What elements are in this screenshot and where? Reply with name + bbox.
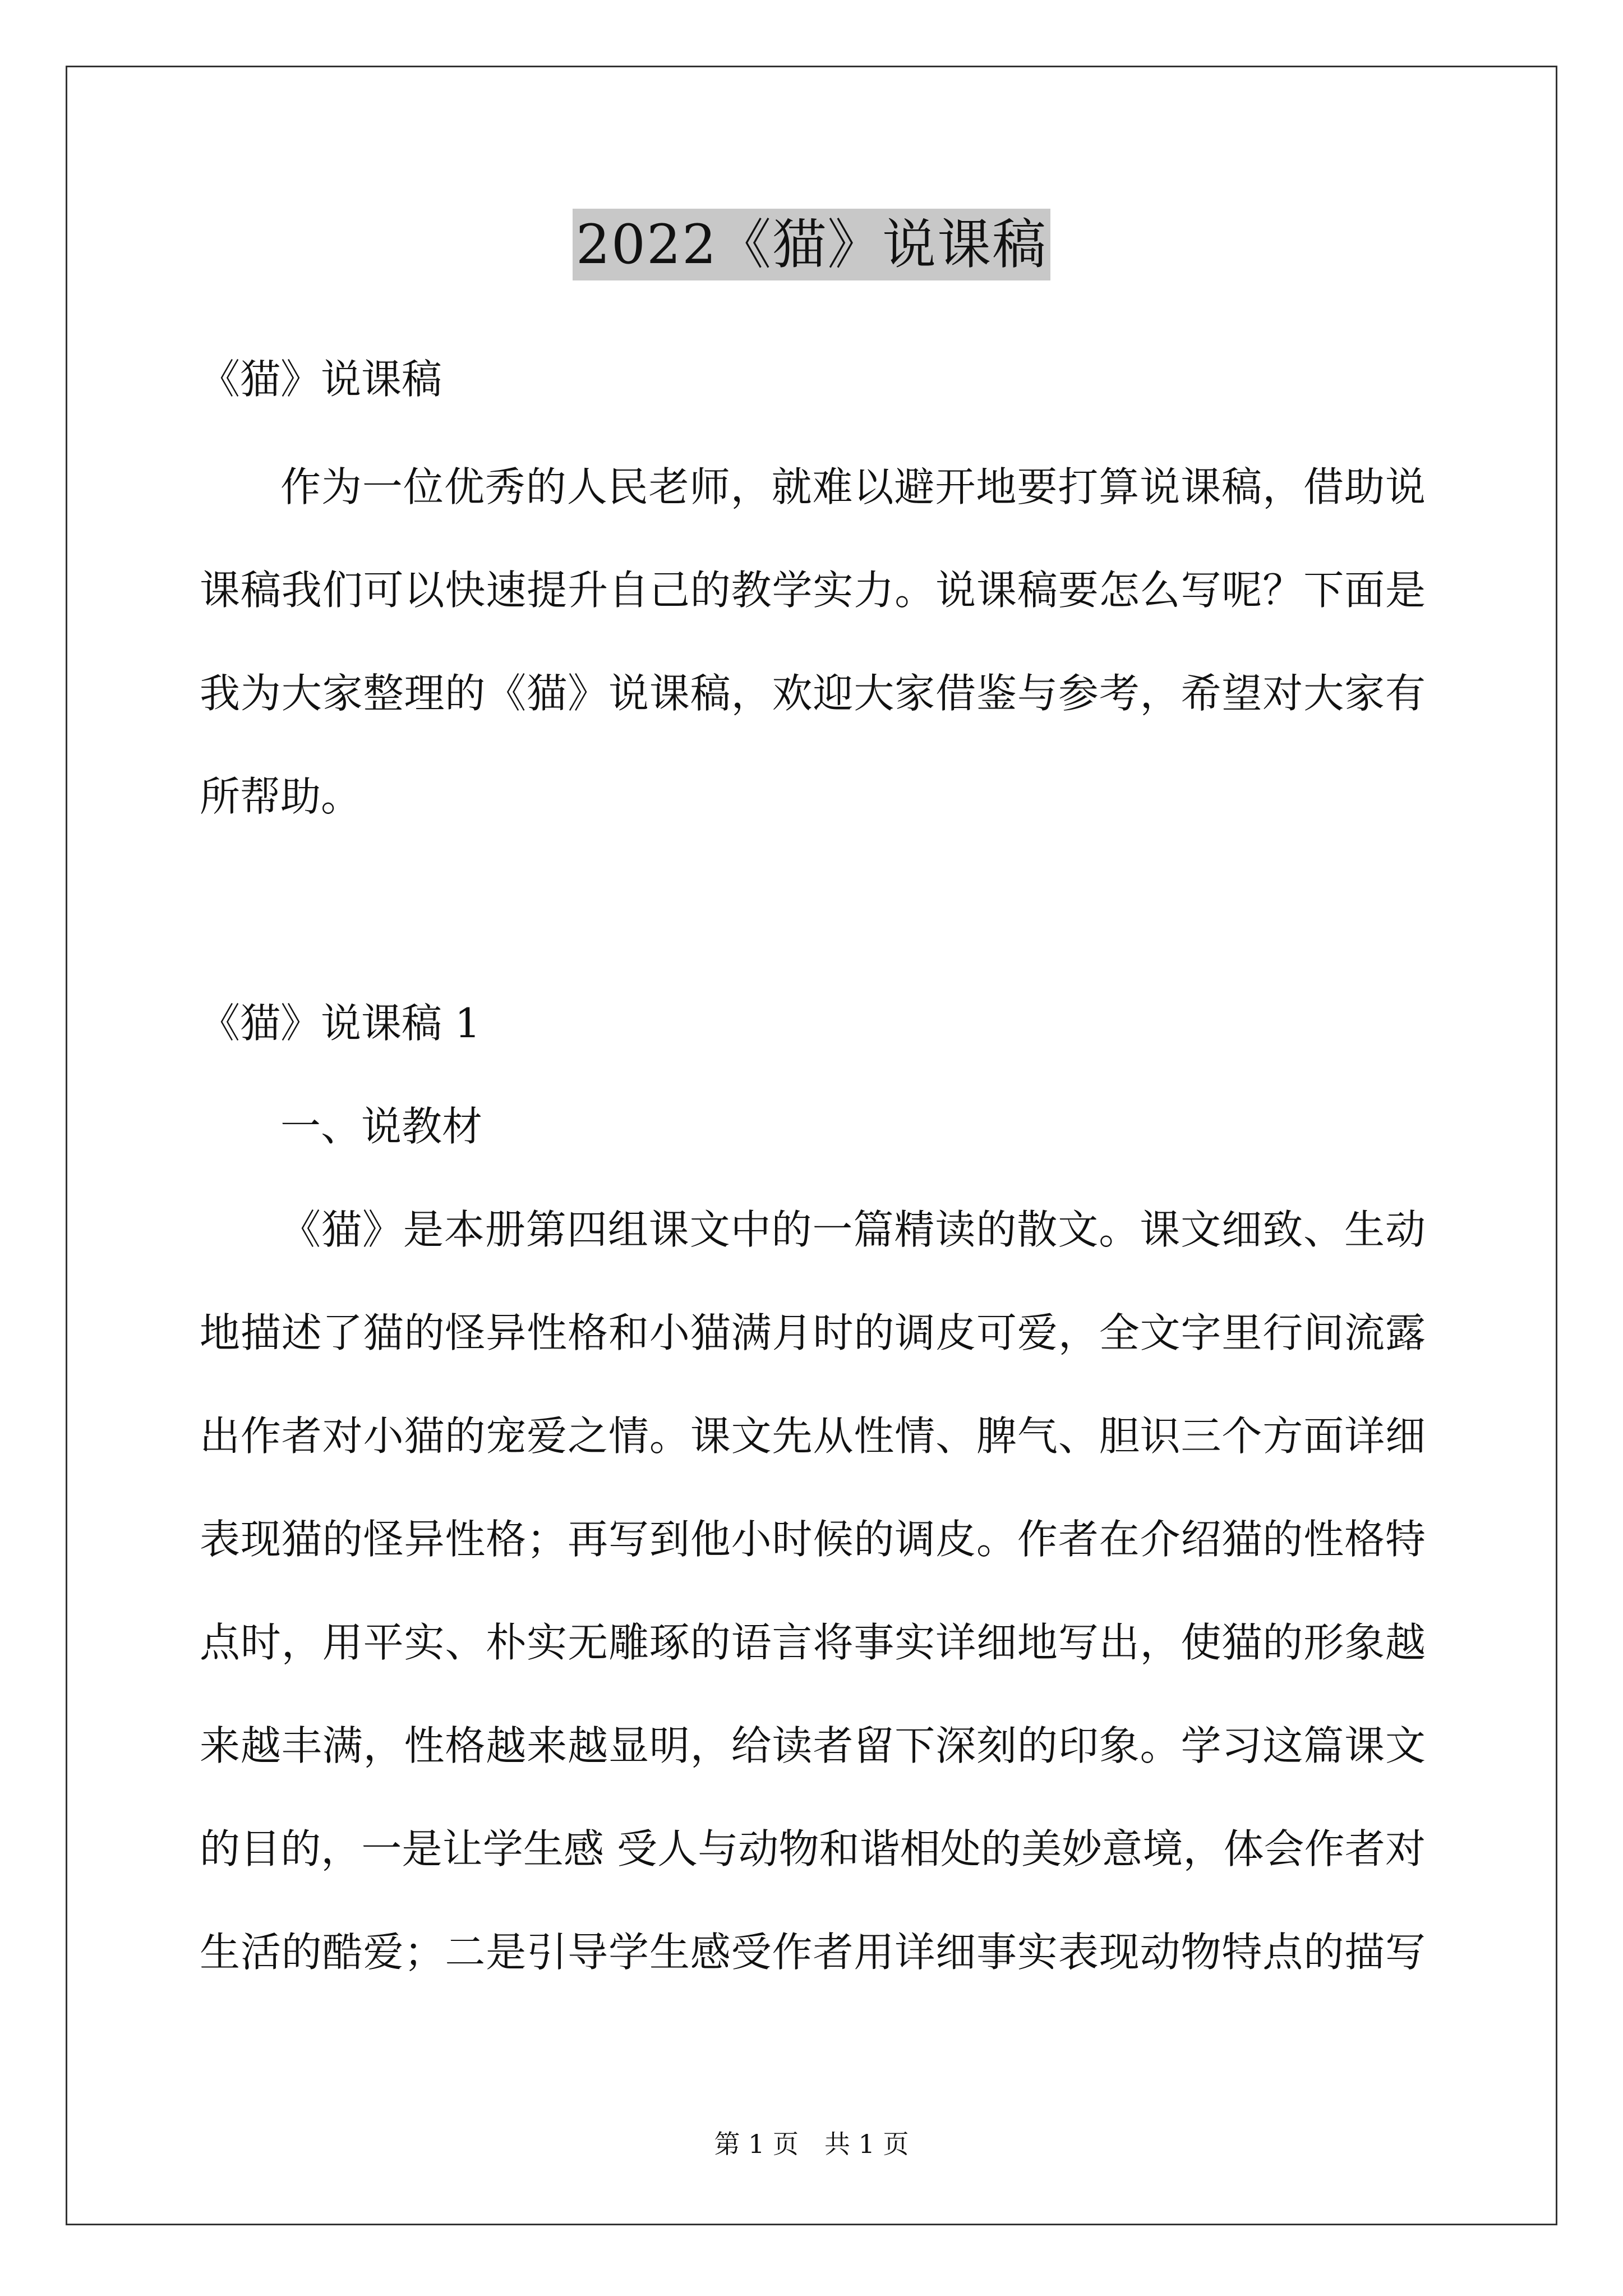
body-line-3: 出作者对小猫的宠爱之情。课文先从性情、脾气、胆识三个方面详细 bbox=[200, 1412, 1426, 1460]
intro-line-3: 我为大家整理的《猫》说课稿，欢迎大家借鉴与参考，希望对大家有 bbox=[200, 670, 1426, 717]
intro-line-1: 作为一位优秀的人民老师，就难以避开地要打算说课稿，借助说 bbox=[280, 463, 1426, 510]
body-line-7: 的目的，一是让学生感 受人与动物和谐相处的美妙意境，体会作者对 bbox=[200, 1825, 1426, 1872]
body-line-4: 表现猫的怪异性格；再写到他小时候的调皮。作者在介绍猫的性格特 bbox=[200, 1516, 1426, 1563]
document-title: 2022《猫》说课稿 bbox=[573, 209, 1050, 280]
section-heading: 《猫》说课稿 1 bbox=[200, 1000, 481, 1047]
body-line-6: 来越丰满，性格越来越显明，给读者留下深刻的印象。学习这篇课文 bbox=[200, 1722, 1426, 1769]
intro-line-2: 课稿我们可以快速提升自己的教学实力。说课稿要怎么写呢？下面是 bbox=[200, 567, 1426, 614]
title-container bbox=[0, 209, 1623, 280]
document-heading: 《猫》说课稿 bbox=[200, 356, 442, 403]
body-line-5: 点时，用平实、朴实无雕琢的语言将事实详细地写出，使猫的形象越 bbox=[200, 1619, 1426, 1666]
subsection-heading: 一、说教材 bbox=[280, 1103, 483, 1150]
body-line-8: 生活的酷爱；二是引导学生感受作者用详细事实表现动物特点的描写 bbox=[200, 1929, 1426, 1976]
body-line-2: 地描述了猫的怪异性格和小猫满月时的调皮可爱，全文字里行间流露 bbox=[200, 1309, 1426, 1356]
intro-line-4: 所帮助。 bbox=[200, 773, 362, 820]
body-line-1: 《猫》是本册第四组课文中的一篇精读的散文。课文细致、生动 bbox=[280, 1206, 1426, 1253]
page-footer: 第 1 页 共 1 页 bbox=[714, 2129, 909, 2159]
